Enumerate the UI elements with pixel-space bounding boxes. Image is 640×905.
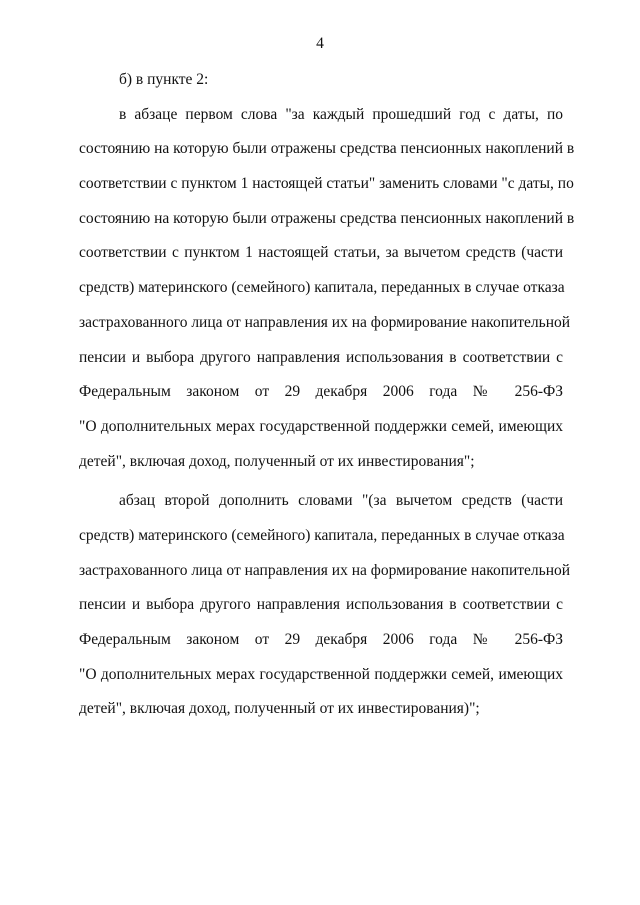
paragraph-line: Федеральным законом от 29 декабря 2006 года № 256-ФЗ (79, 383, 563, 401)
section-heading: б) в пункте 2: (119, 71, 209, 88)
paragraph-line: застрахованного лица от направления их на формирование накопительной (79, 313, 571, 331)
paragraph-line: средств) материнского (семейного) капитала, переданных в случае отказа (79, 279, 565, 297)
paragraph-2 (79, 487, 571, 730)
paragraph-line: пенсии и выбора другого направления использования в соответствии с (79, 348, 563, 366)
paragraph-line: состоянию на которую были отражены средства пенсионных накоплений в (79, 209, 575, 227)
paragraph-line-last: детей", включая доход, полученный от их инвестирования"; (79, 452, 475, 470)
paragraph-line: средств) материнского (семейного) капитала, переданных в случае отказа (79, 526, 565, 544)
document-body (79, 66, 575, 730)
paragraph-line: "О дополнительных мерах государственной поддержки семей, имеющих (79, 665, 563, 683)
page-number: 4 (316, 35, 324, 52)
paragraph-line: пенсии и выбора другого направления использования в соответствии с (79, 596, 563, 614)
paragraph-line: соответствии с пунктом 1 настоящей статьи" заменить словами "с даты, по (79, 175, 574, 193)
paragraph-line: состоянию на которую были отражены средства пенсионных накоплений в (79, 140, 575, 158)
paragraph-line: в абзаце первом слова "за каждый прошедший год с даты, по (119, 105, 563, 123)
paragraph-line: абзац второй дополнить словами "(за вычетом средств (части (119, 492, 563, 510)
paragraph-line: Федеральным законом от 29 декабря 2006 года № 256-ФЗ (79, 631, 563, 648)
paragraph-1 (79, 101, 575, 483)
paragraph-line-last: детей", включая доход, полученный от их инвестирования)"; (79, 700, 480, 718)
paragraph-line: застрахованного лица от направления их на формирование накопительной (79, 561, 571, 579)
paragraph-line: "О дополнительных мерах государственной поддержки семей, имеющих (79, 417, 563, 435)
paragraph-line: соответствии с пунктом 1 настоящей статьи, за вычетом средств (части (79, 244, 563, 262)
